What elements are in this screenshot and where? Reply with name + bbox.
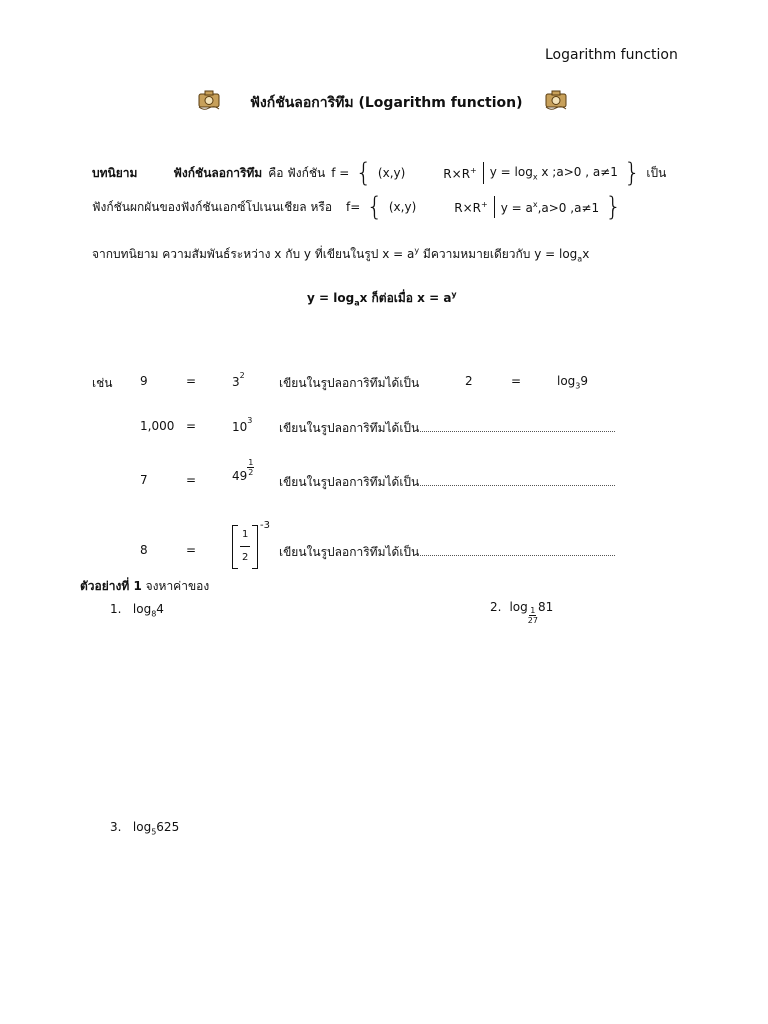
example-lhs: 8 xyxy=(140,543,148,557)
set-open-brace: { xyxy=(366,192,383,222)
example-lhs: 7 xyxy=(140,473,148,487)
definition-term: ฟังก์ชันลอการิทึม xyxy=(173,165,263,180)
relation-line: จากบทนิยาม ความสัมพันธ์ระหว่าง x กับ y ที่เขียนในรูป $x = a^y$ มีความหมายเดียวกับ $y = \log_ax$ xyxy=(92,246,590,264)
example-eq: = xyxy=(186,473,197,487)
page-title xyxy=(250,92,523,114)
exercise-item: 3. $\log_5625$ xyxy=(110,820,180,837)
camera-icon xyxy=(196,86,222,112)
example-phrase: เขียนในรูปลอการิทึมได้เป็น xyxy=(279,473,615,492)
example-power: $3^2$ xyxy=(232,371,245,389)
examples-label: เช่น xyxy=(92,376,113,390)
example-eq: = xyxy=(186,374,197,388)
example-phrase: เขียนในรูปลอการิทึมได้เป็น xyxy=(279,419,615,438)
set-close-brace: } xyxy=(623,158,641,188)
fraction-line xyxy=(240,546,250,547)
running-header: Logarithm function xyxy=(545,47,678,63)
definition-line-1 xyxy=(92,160,666,186)
example-phrase: เขียนในรูปลอการิทึมได้เป็น xyxy=(279,376,420,390)
example-answer-value: 2 xyxy=(465,374,473,388)
answer-blank[interactable] xyxy=(420,545,615,556)
exercise-item: 2. log $\frac{1}{27}$ 81 xyxy=(490,600,554,625)
fraction-exponent: $\frac{1}{2}$ xyxy=(248,458,254,477)
log-condition: $y = \log_x x$ ;a>0 , a≠1 xyxy=(489,164,618,182)
function-f2: f= xyxy=(346,200,361,214)
example-answer-log: $\log_39$ xyxy=(557,374,589,391)
example-lhs: 1,000 xyxy=(140,419,175,433)
example-eq: = xyxy=(186,543,197,557)
cartesian-domain: R×R+ xyxy=(454,199,488,215)
exercise-heading: ตัวอย่างที่ 1 จงหาค่าของ xyxy=(80,579,210,593)
example-power: 49 $\frac{1}{2}$ xyxy=(232,458,254,483)
fraction-denominator: 2 xyxy=(242,552,249,563)
fraction-base: $\frac{1}{27}$ xyxy=(527,606,538,625)
cartesian-domain: R×R+ xyxy=(443,165,477,181)
exercise-item: 1. $\log_84$ xyxy=(110,602,164,619)
set-open-brace: { xyxy=(355,158,372,188)
right-bracket xyxy=(252,525,258,569)
ordered-pair: (x,y) xyxy=(377,166,406,180)
set-close-brace: } xyxy=(605,192,622,222)
definition-line-2 xyxy=(92,194,622,220)
log-exp-rule: $y = \log_ax$ ก็ต่อเมื่อ $x = a^y$ xyxy=(307,290,457,308)
exp-condition: $y = a^x,a>0$ ,a≠1 xyxy=(500,199,600,215)
example-exponent: -3 xyxy=(260,520,270,531)
answer-blank[interactable] xyxy=(420,421,615,432)
example-eq: = xyxy=(186,419,197,433)
page-title-english: (Logarithm function) xyxy=(358,95,523,111)
example-lhs: 9 xyxy=(140,374,148,388)
answer-blank[interactable] xyxy=(420,475,615,486)
definition-tail: เป็น xyxy=(646,165,667,180)
example-phrase: เขียนในรูปลอการิทึมได้เป็น xyxy=(279,543,615,562)
example-power: $10^3$ xyxy=(232,416,253,434)
definition-label: บทนิยาม xyxy=(92,165,138,180)
bracketed-fraction xyxy=(232,525,258,569)
such-that-bar xyxy=(494,196,495,218)
left-bracket xyxy=(232,525,238,569)
function-f: f = xyxy=(331,166,350,180)
definition-line2-text: ฟังก์ชันผกผันของฟังก์ชันเอกซ์โปเนนเชียล หรือ xyxy=(92,199,333,214)
ordered-pair: (x,y) xyxy=(388,200,417,214)
fraction-numerator: 1 xyxy=(242,529,249,540)
definition-is: คือ ฟังก์ชัน xyxy=(268,165,326,180)
camera-icon xyxy=(543,86,569,112)
example-answer-eq: = xyxy=(511,374,522,388)
page-title-thai: ฟังก์ชันลอการิทึม xyxy=(250,95,354,111)
such-that-bar xyxy=(483,162,484,184)
